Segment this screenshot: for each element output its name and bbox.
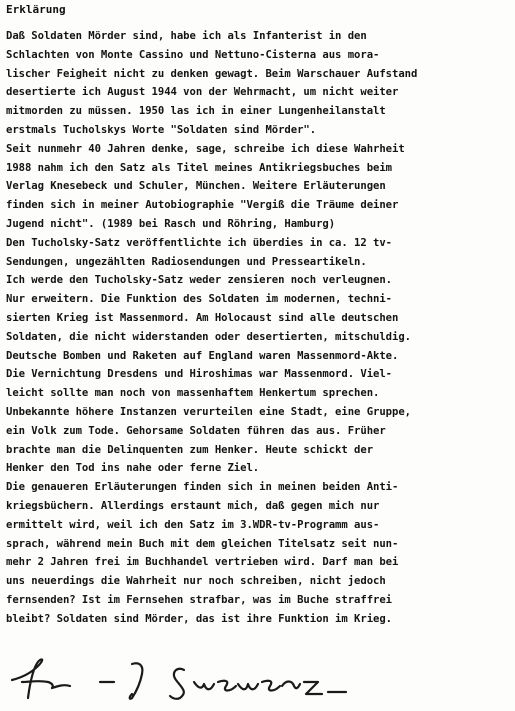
text-line: Unbekannte höhere Instanzen verurteilen eine Stadt, eine Gruppe, bbox=[6, 405, 411, 418]
text-line: erstmals Tucholskys Worte "Soldaten sind Mörder". bbox=[6, 123, 317, 136]
text-line: mitmorden zu müssen. 1950 las ich in einer Lungenheilanstalt bbox=[6, 105, 386, 118]
text-line: bleibt? Soldaten sind Mörder, das ist ihre Funktion im Krieg. bbox=[6, 612, 393, 625]
text-line: Ich werde den Tucholsky-Satz weder zensieren noch verleugnen. bbox=[6, 274, 393, 287]
text-line: Sendungen, ungezählten Radiosendungen und Presseartikeln. bbox=[6, 255, 367, 268]
text-line: Jugend nicht". (1989 bei Rasch und Röhring, Hamburg) bbox=[6, 217, 336, 230]
signature-icon bbox=[8, 652, 368, 704]
text-line: fernsenden? Ist im Fernsehen strafbar, was im Buche straffrei bbox=[6, 593, 393, 606]
text-line: uns neuerdings die Wahrheit nur noch schreiben, nicht jedoch bbox=[6, 575, 386, 588]
document-body bbox=[6, 27, 512, 629]
text-line: Daß Soldaten Mörder sind, habe ich als Infanterist in den bbox=[6, 30, 367, 42]
text-line: leicht sollte man noch von massenhaftem Henkertum sprechen. bbox=[6, 387, 380, 400]
text-line: 1988 nahm ich den Satz als Titel meines Antikriegsbuches beim bbox=[6, 161, 393, 174]
text-line: Henker den Tod ins nahe oder ferne Ziel. bbox=[6, 462, 260, 475]
text-line: Seit nunmehr 40 Jahren denke, sage, schreibe ich diese Wahrheit bbox=[6, 142, 405, 155]
text-line: ein Volk zum Tode. Gehorsame Soldaten führen das aus. Früher bbox=[6, 424, 386, 437]
document-heading: Erklärung bbox=[6, 3, 66, 16]
text-line: brachte man die Delinquenten zum Henker. Heute schickt der bbox=[6, 443, 374, 456]
text-line: Die genaueren Erläuterungen finden sich in meinen beiden Anti- bbox=[6, 481, 399, 494]
text-line: Die Vernichtung Dresdens und Hiroshimas war Massenmord. Viel- bbox=[6, 368, 393, 381]
text-line: Schlachten von Monte Cassino und Nettuno-Cisterna aus mora- bbox=[6, 48, 380, 61]
text-line: Deutsche Bomben und Raketen auf England waren Massenmord-Akte. bbox=[6, 349, 399, 362]
text-line: finden sich in meiner Autobiographie "Vergiß die Träume deiner bbox=[6, 199, 399, 212]
text-line: Verlag Knesebeck und Schuler, München. Weitere Erläuterungen bbox=[6, 180, 386, 193]
text-line: desertierte ich August 1944 von der Wehrmacht, um nicht weiter bbox=[6, 86, 399, 99]
text-line: ermittelt wird, weil ich den Satz im 3.WDR-tv-Programm aus- bbox=[6, 518, 380, 531]
text-line: kriegsbüchern. Allerdings erstaunt mich, daß gegen mich nur bbox=[6, 499, 380, 512]
text-line: Soldaten, die nicht widerstanden oder desertierten, mitschuldig. bbox=[6, 330, 411, 343]
text-line: Nur erweitern. Die Funktion des Soldaten im modernen, techni- bbox=[6, 293, 393, 306]
text-line: Den Tucholsky-Satz veröffentlichte ich überdies in ca. 12 tv- bbox=[6, 236, 393, 249]
text-line: sierten Krieg ist Massenmord. Am Holocaust sind alle deutschen bbox=[6, 311, 399, 324]
text-line: mehr 2 Jahren frei im Buchhandel vertrieben wird. Darf man bei bbox=[6, 556, 399, 569]
text-line: lischer Feigheit nicht zu denken gewagt. Beim Warschauer Aufstand bbox=[6, 67, 418, 80]
text-line: sprach, während mein Buch mit dem gleichen Titelsatz seit nun- bbox=[6, 537, 399, 550]
